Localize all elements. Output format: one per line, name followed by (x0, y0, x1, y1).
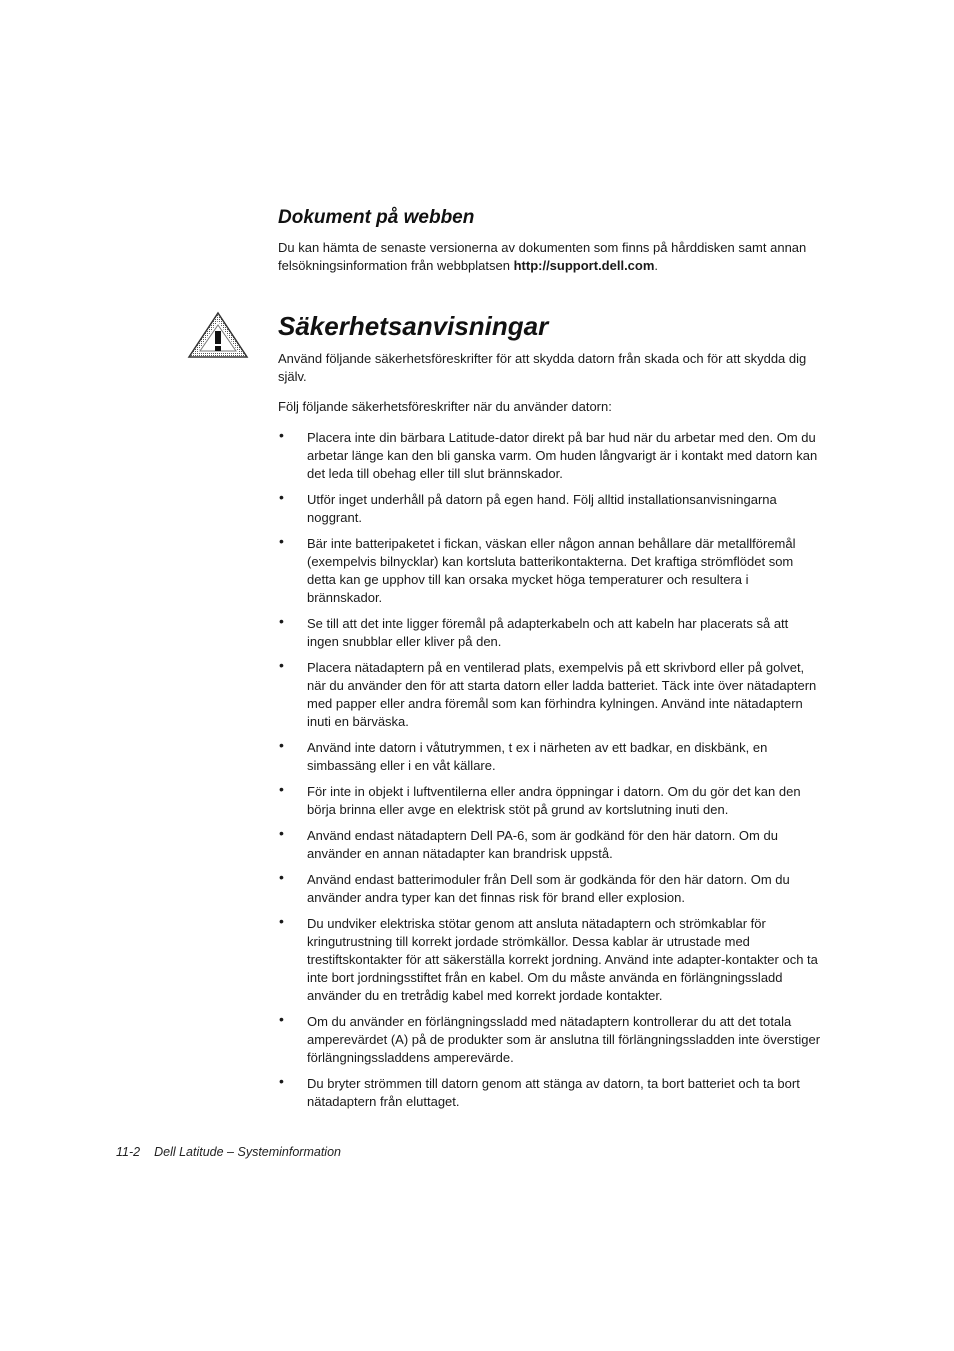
list-item: • Se till att det inte ligger föremål på adapterkabeln och att kabeln har placerats så att ingen snubblar eller kliver på den. (279, 613, 789, 649)
list-item: • För inte in objekt i luftventilerna eller andra öppningar i datorn. Om du gör det kan den börja brinna eller avge en elektrisk stöt på grund av kortslutning inuti den. (279, 781, 801, 817)
main-content (278, 205, 823, 1119)
web-docs-heading: Dokument på webben (278, 207, 475, 228)
list-item: • Du undviker elektriska stötar genom att ansluta nätadaptern och strömkablar för kringutrustning till korrekt jordade strömkällor. Dessa kablar är utrustade med trestiftskontakter för att säkerställa korrekt jordning. Använd inte adapter-kontakter och ta inte bort jordningsstiftet från en kabel. Om du måste använda en förlängningssladd använder du en tretrådig kabel med korrekt jordade kontakter. (279, 913, 818, 1003)
bullet-icon: • (279, 869, 284, 885)
bullet-icon: • (279, 533, 284, 549)
list-item: • Bär inte batteripaketet i fickan, väskan eller någon annan behållare där metallföremål (exempelvis bilnycklar) kan kortsluta batterikontakterna. Det kraftiga strömflödet som detta kan ge upphov till kan orsaka mycket höga temperaturer och resultera i brännskador. (279, 533, 796, 605)
list-item: • Använd inte datorn i våtutrymmen, t ex i närheten av ett badkar, en diskbänk, en simbassäng eller i en våt källare. (279, 737, 768, 773)
web-docs-text (278, 239, 823, 275)
bullet-icon: • (279, 489, 284, 505)
safety-lead: Följ följande säkerhetsföreskrifter när du använder datorn: (278, 399, 612, 414)
page-footer (116, 1145, 341, 1159)
bullet-icon: • (279, 427, 284, 443)
page-number: 11-2 (116, 1145, 141, 1159)
bullet-icon: • (279, 657, 284, 673)
safety-list (278, 429, 823, 1111)
list-item: • Utför inget underhåll på datorn på egen hand. Följ alltid installationsanvisningarna noggrant. (279, 489, 777, 525)
list-item: • Placera nätadaptern på en ventilerad plats, exempelvis på ett skrivbord eller på golvet, när du använder den för att starta datorn eller ladda batteriet. Täck inte över nätadaptern med papper eller andra föremål som kan förhindra kylningen. Använd inte nätadaptern inuti en bärväska. (279, 657, 817, 729)
bullet-icon: • (279, 913, 284, 929)
support-url: http://support.dell.com (513, 258, 655, 273)
list-item: • Använd endast batterimoduler från Dell som är godkända för den här datorn. Om du använder andra typer kan det finnas risk för brand eller explosion. (279, 869, 790, 905)
web-docs-text-after: . (654, 258, 659, 273)
web-docs-text-before: Du kan hämta de senaste versionerna av dokumenten som finns på hårddisken samt annan felsökningsinformation från webbplatsen (278, 240, 807, 273)
bullet-icon: • (279, 825, 284, 841)
list-item: • Om du använder en förlängningssladd med nätadaptern kontrollerar du att det totala amperevärdet (A) på de produkter som är anslutna till förlängningssladden inte överstiger förlängningssladdens amperevärde. (279, 1011, 821, 1065)
bullet-icon: • (279, 1011, 284, 1027)
bullet-icon: • (279, 737, 284, 753)
safety-intro: Använd följande säkerhetsföreskrifter för att skydda datorn från skada och för att skydda dig själv. (278, 351, 807, 384)
footer-title: Dell Latitude – Systeminformation (154, 1145, 341, 1159)
list-item: • Placera inte din bärbara Latitude-dator direkt på bar hud när du arbetar med den. Om du arbetar länge kan den bli ganska varm. Om huden långvarigt är i kontakt med datorn kan det leda till obehag eller till slut brännskador. (279, 427, 818, 481)
bullet-icon: • (279, 1073, 284, 1089)
list-item: • Använd endast nätadaptern Dell PA-6, som är godkänd för den här datorn. Om du använder en annan nätadapter kan brandrisk uppstå. (279, 825, 778, 861)
caution-triangle-icon (187, 311, 249, 359)
bullet-icon: • (279, 613, 284, 629)
bullet-icon: • (279, 781, 284, 797)
list-item: • Du bryter strömmen till datorn genom att stänga av datorn, ta bort batteriet och ta bort nätadaptern från eluttaget. (279, 1073, 800, 1109)
safety-heading: Säkerhetsanvisningar (278, 311, 549, 341)
